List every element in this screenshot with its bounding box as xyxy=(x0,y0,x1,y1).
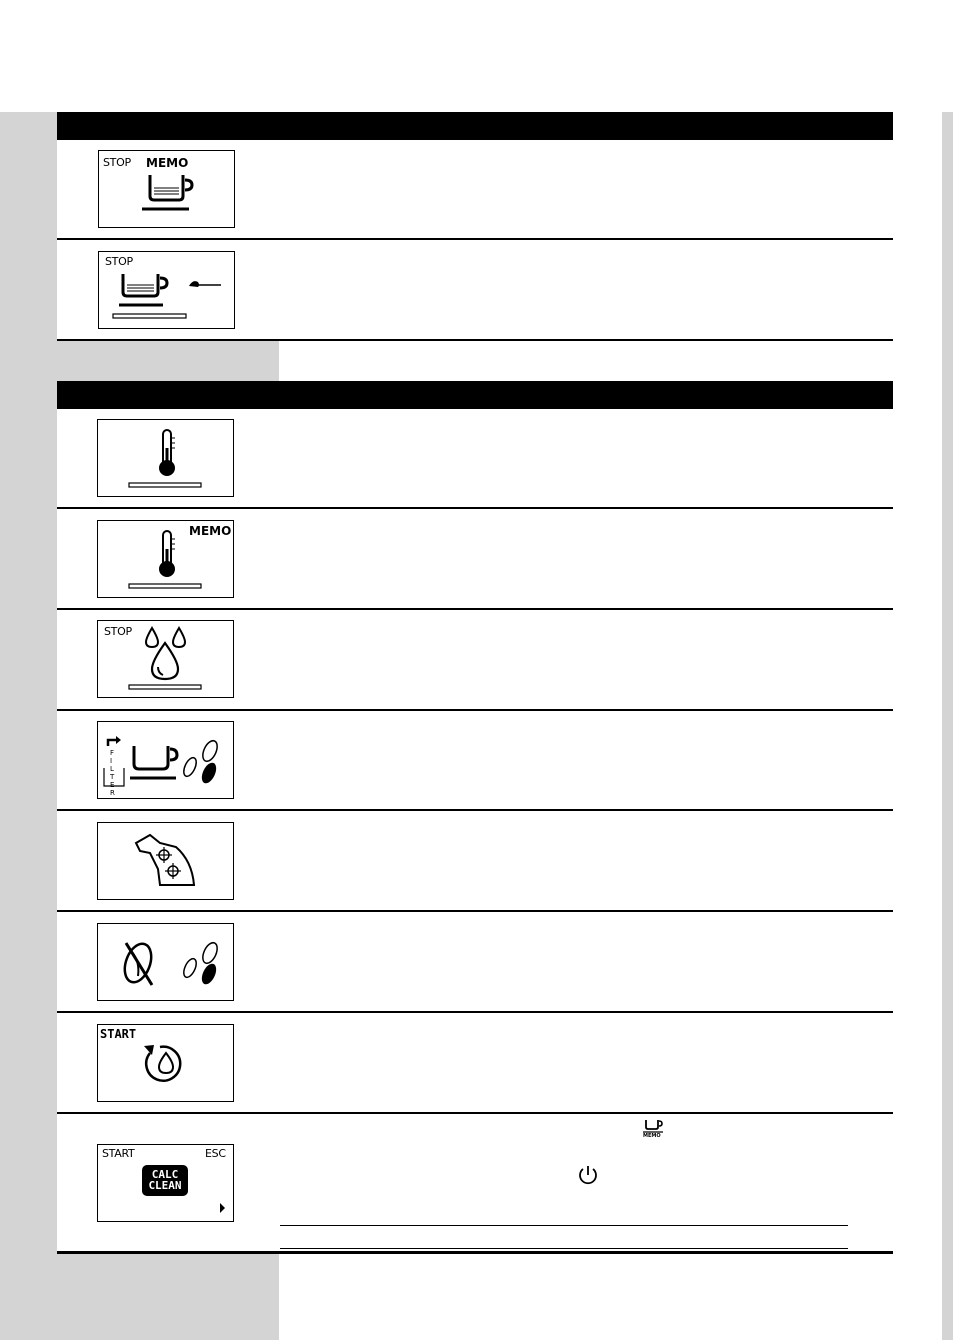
stop-label: STOP xyxy=(104,625,132,638)
grey-spacer-block xyxy=(57,340,279,381)
cup-icon xyxy=(99,151,234,227)
memo-label: MEMO xyxy=(146,156,189,170)
table-header-bar-2 xyxy=(57,381,893,409)
cup-milk-icon xyxy=(99,252,234,328)
right-margin-band xyxy=(942,112,953,1340)
row-divider xyxy=(57,1011,893,1013)
brew-group-icon xyxy=(98,823,233,899)
start-label: START xyxy=(102,1147,135,1160)
display-thermometer-memo xyxy=(97,520,234,598)
clean-text: CLEAN xyxy=(148,1179,182,1192)
circuit-priming-icon xyxy=(98,1025,233,1101)
display-thermometer xyxy=(97,419,234,497)
row-divider xyxy=(57,339,893,341)
svg-text:I: I xyxy=(110,757,113,765)
display-stop-memo-cup xyxy=(98,150,235,228)
svg-text:E: E xyxy=(110,781,115,789)
water-drops-icon xyxy=(98,621,233,697)
display-stop-drops xyxy=(97,620,234,698)
display-filter-cup-beans xyxy=(97,721,234,799)
svg-text:F: F xyxy=(110,749,115,757)
display-start-water-circuit xyxy=(97,1024,234,1102)
stop-label: STOP xyxy=(103,156,131,169)
display-stop-cup-milk xyxy=(98,251,235,329)
row-divider xyxy=(57,507,893,509)
row-divider xyxy=(57,809,893,811)
row-divider xyxy=(57,608,893,610)
thermometer-icon xyxy=(98,521,233,597)
stop-label: STOP xyxy=(105,255,133,268)
filter-cup-beans-icon xyxy=(98,722,233,798)
svg-text:R: R xyxy=(110,789,115,797)
memo-cup-icon xyxy=(640,1118,666,1142)
arrow-right-icon xyxy=(98,1145,233,1221)
display-brew-group xyxy=(97,822,234,900)
power-icon xyxy=(576,1163,600,1187)
row-divider xyxy=(57,709,893,711)
svg-text:L: L xyxy=(110,765,114,773)
memo-icon-label: MEMO xyxy=(643,1133,661,1139)
row-divider xyxy=(57,910,893,912)
row-divider xyxy=(57,238,893,240)
memo-label: MEMO xyxy=(189,524,232,538)
left-margin-band xyxy=(0,112,57,1340)
row-divider xyxy=(57,1112,893,1114)
start-label: START xyxy=(100,1027,137,1041)
table-header-bar xyxy=(57,112,893,140)
display-start-calc-clean xyxy=(97,1144,234,1222)
note-rule-bottom xyxy=(280,1248,848,1249)
thermometer-icon xyxy=(98,420,233,496)
esc-label: ESC xyxy=(205,1147,226,1160)
no-ground-coffee-icon xyxy=(98,924,233,1000)
table-bottom-rule xyxy=(57,1251,893,1254)
grey-bottom-block xyxy=(57,1253,279,1340)
svg-text:T: T xyxy=(110,773,115,781)
note-rule-top xyxy=(280,1225,848,1226)
display-no-ground-beans xyxy=(97,923,234,1001)
calc-text: CALC xyxy=(151,1168,179,1181)
